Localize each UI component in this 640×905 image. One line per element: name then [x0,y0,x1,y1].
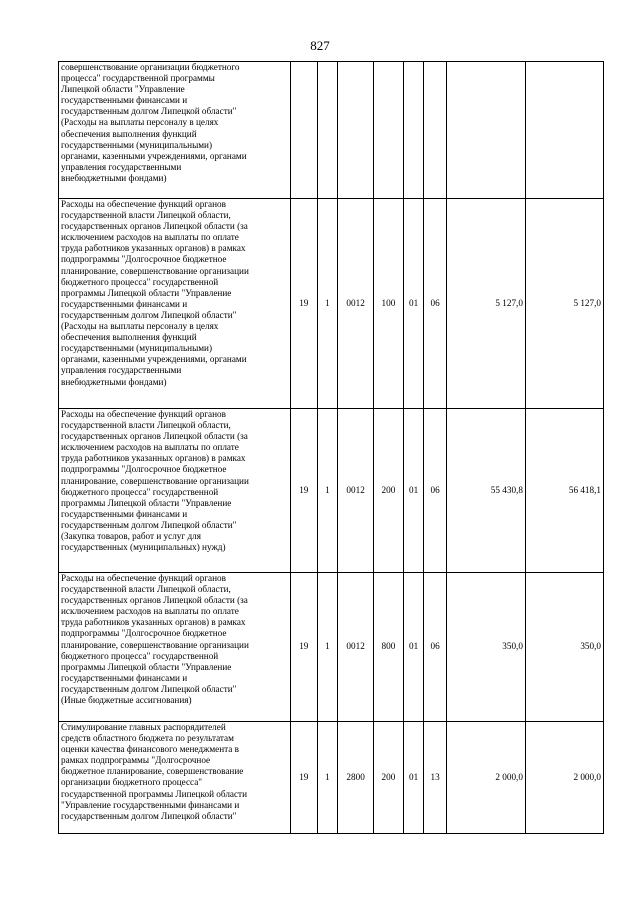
cell-code-a [290,62,317,199]
cell-amount-1 [446,62,525,199]
cell-amount-1: 350,0 [446,573,525,722]
row-description: Расходы на обеспечение функций органов государственной власти Липецкой области, государственных органов Липецкой области (за исключением расходов на выплаты по оплате труда работников указанных органов) в рамках подпрограммы "Долгосрочное бюджетное планирование, совершенствование организации бюджетного процесса" государственной программы Липецкой области "Управление государственными финансами и государственным долгом Липецкой области" (Расходы на выплаты персоналу в целях обеспечения выполнения функций государственными (муниципальными) органами, казенными учреждениями, органами управления государственными внебюджетными фондами) [59,199,291,409]
row-description: Расходы на обеспечение функций органов государственной власти Липецкой области, государственных органов Липецкой области (за исключением расходов на выплаты по оплате труда работников указанных органов) в рамках подпрограммы "Долгосрочное бюджетное планирование, совершенствование организации бюджетного процесса" государственной программы Липецкой области "Управление государственными финансами и государственным долгом Липецкой области" (Закупка товаров, работ и услуг для государственных (муниципальных) нужд) [59,409,291,573]
cell-code-a: 19 [290,409,317,573]
cell-subsection: 06 [424,573,447,722]
cell-section: 01 [403,409,424,573]
table-row [59,62,604,199]
row-description: совершенствование организации бюджетного процесса" государственной программы Липецкой области "Управление государственными финансами и государственным долгом Липецкой области" (Расходы на выплаты персоналу в целях обеспечения выполнения функций государственными (муниципальными) органами, казенными учреждениями, органами управления государственными внебюджетными фондами) [59,62,291,199]
cell-expense-type: 100 [374,199,404,409]
cell-subsection: 06 [424,409,447,573]
cell-amount-1: 5 127,0 [446,199,525,409]
cell-expense-type: 200 [374,409,404,573]
cell-section: 01 [403,722,424,834]
cell-amount-2 [525,62,603,199]
cell-amount-2: 56 418,1 [525,409,603,573]
cell-code-a: 19 [290,573,317,722]
cell-subsection [424,62,447,199]
cell-code-b: 1 [317,722,338,834]
cell-amount-2: 5 127,0 [525,199,603,409]
cell-code-b: 1 [317,573,338,722]
cell-target-article: 0012 [338,573,374,722]
table-row [59,722,604,834]
cell-code-b [317,62,338,199]
table-row [59,199,604,409]
cell-subsection: 13 [424,722,447,834]
cell-section [403,62,424,199]
cell-section: 01 [403,573,424,722]
cell-expense-type: 800 [374,573,404,722]
cell-amount-1: 2 000,0 [446,722,525,834]
cell-target-article: 0012 [338,409,374,573]
cell-subsection: 06 [424,199,447,409]
cell-code-b: 1 [317,409,338,573]
table-row [59,409,604,573]
row-description: Стимулирование главных распорядителей средств областного бюджета по результатам оценки качества финансового менеджмента в рамках подпрограммы "Долгосрочное бюджетное планирование, совершенствование организации бюджетного процесса" государственной программы Липецкой области "Управление государственными финансами и государственным долгом Липецкой области" [59,722,291,834]
cell-target-article: 2800 [338,722,374,834]
cell-amount-1: 55 430,8 [446,409,525,573]
cell-amount-2: 2 000,0 [525,722,603,834]
cell-expense-type: 200 [374,722,404,834]
cell-code-a: 19 [290,199,317,409]
cell-target-article [338,62,374,199]
cell-section: 01 [403,199,424,409]
cell-code-b: 1 [317,199,338,409]
cell-code-a: 19 [290,722,317,834]
cell-expense-type [374,62,404,199]
cell-amount-2: 350,0 [525,573,603,722]
table-row [59,573,604,722]
budget-table [58,61,604,834]
cell-target-article: 0012 [338,199,374,409]
row-description: Расходы на обеспечение функций органов государственной власти Липецкой области, государственных органов Липецкой области (за исключением расходов на выплаты по оплате труда работников указанных органов) в рамках подпрограммы "Долгосрочное бюджетное планирование, совершенствование организации бюджетного процесса" государственной программы Липецкой области "Управление государственными финансами и государственным долгом Липецкой области" (Иные бюджетные ассигнования) [59,573,291,722]
page-number: 827 [310,38,330,53]
